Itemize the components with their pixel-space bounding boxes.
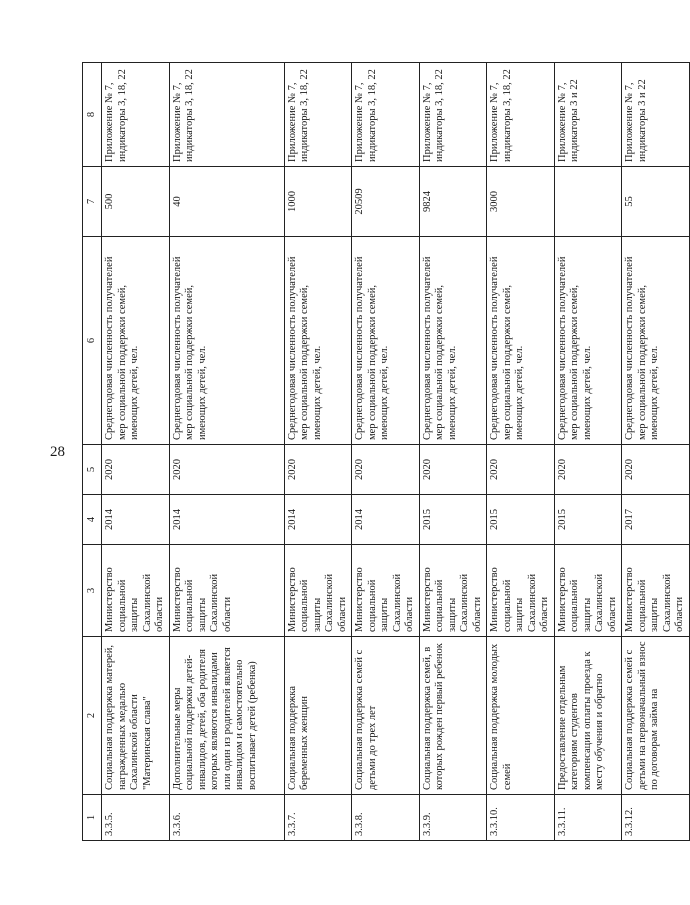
row-number: 3.3.6. [169,795,284,841]
appendix-ref: Приложение № 7, индикаторы 3, 18, 22 [487,63,555,167]
indicator: Среднегодовая численность получателей мер социальной поддержки семей, имеющих детей, чел. [419,237,487,445]
indicator: Среднегодовая численность получателей мер социальной поддержки семей, имеющих детей, чел. [284,237,352,445]
indicator-value: 3000 [487,167,555,237]
indicator-value: 1000 [284,167,352,237]
indicator: Среднегодовая численность получателей мер социальной поддержки семей, имеющих детей, чел. [169,237,284,445]
end-year: 2020 [419,445,487,495]
indicator-value [554,167,622,237]
start-year: 2014 [169,495,284,545]
indicator: Среднегодовая численность получателей мер социальной поддержки семей, имеющих детей, чел. [352,237,420,445]
appendix-ref: Приложение № 7, индикаторы 3, 18, 22 [352,63,420,167]
end-year: 2020 [554,445,622,495]
indicator: Среднегодовая численность получателей мер социальной поддержки семей, имеющих детей, чел. [622,237,690,445]
appendix-ref: Приложение № 7, индикаторы 3, 18, 22 [284,63,352,167]
indicator-value: 20509 [352,167,420,237]
table-row [554,63,622,841]
header-cell: 6 [83,237,102,445]
responsible-ministry: Министерство социальной защиты Сахалинской области [352,545,420,637]
table-row [622,63,690,841]
end-year: 2020 [622,445,690,495]
measures-table [82,62,690,841]
appendix-ref: Приложение № 7, индикаторы 3, 18, 22 [419,63,487,167]
responsible-ministry: Министерство социальной защиты Сахалинской области [487,545,555,637]
header-cell: 3 [83,545,102,637]
row-number: 3.3.7. [284,795,352,841]
responsible-ministry: Министерство социальной защиты Сахалинской области [102,545,170,637]
rotated-table-container [82,63,685,841]
row-number: 3.3.5. [102,795,170,841]
header-cell: 4 [83,495,102,545]
end-year: 2020 [352,445,420,495]
indicator: Среднегодовая численность получателей мер социальной поддержки семей, имеющих детей, чел. [102,237,170,445]
measure-name: Предоставление отдельным категориям студентов компенсации оплаты проезда к месту обучения и обратно [554,637,622,795]
row-number: 3.3.10. [487,795,555,841]
responsible-ministry: Министерство социальной защиты Сахалинской области [419,545,487,637]
start-year: 2014 [352,495,420,545]
indicator: Среднегодовая численность получателей мер социальной поддержки семей, имеющих детей, чел. [554,237,622,445]
header-cell: 1 [83,795,102,841]
start-year: 2014 [102,495,170,545]
appendix-ref: Приложение № 7, индикаторы 3, 18, 22 [169,63,284,167]
indicator-value: 40 [169,167,284,237]
measure-name: Социальная поддержка семей, в которых рожден первый ребенок [419,637,487,795]
appendix-ref: Приложение № 7, индикаторы 3, 18, 22 [102,63,170,167]
start-year: 2014 [284,495,352,545]
measure-name: Социальная поддержка беременных женщин [284,637,352,795]
indicator-value: 55 [622,167,690,237]
row-number: 3.3.8. [352,795,420,841]
responsible-ministry: Министерство социальной защиты Сахалинской области [284,545,352,637]
start-year: 2015 [487,495,555,545]
appendix-ref: Приложение № 7, индикаторы 3 и 22 [622,63,690,167]
end-year: 2020 [169,445,284,495]
responsible-ministry: Министерство социальной защиты Сахалинской области [622,545,690,637]
start-year: 2017 [622,495,690,545]
measure-name: Социальная поддержка семей с детьми на первоначальный взнос по договорам займа на [622,637,690,795]
start-year: 2015 [419,495,487,545]
table-row [352,63,420,841]
indicator: Среднегодовая численность получателей мер социальной поддержки семей, имеющих детей, чел. [487,237,555,445]
responsible-ministry: Министерство социальной защиты Сахалинской области [169,545,284,637]
header-cell: 8 [83,63,102,167]
table-row [102,63,170,841]
start-year: 2015 [554,495,622,545]
indicator-value: 500 [102,167,170,237]
measure-name: Социальная поддержка матерей, награжденных медалью Сахалинской области "Материнская слава" [102,637,170,795]
header-cell: 5 [83,445,102,495]
measure-name: Социальная поддержка молодых семей [487,637,555,795]
row-number: 3.3.11. [554,795,622,841]
row-number: 3.3.9. [419,795,487,841]
end-year: 2020 [284,445,352,495]
table-row [169,63,284,841]
table-row [284,63,352,841]
indicator-value: 9824 [419,167,487,237]
measure-name: Дополнительные меры социальной поддержки детей-инвалидов, детей, оба родителя которых являются инвалидами или один из родителей является инвалидом и самостоятельно воспитывает детей (ребенка) [169,637,284,795]
table-row [487,63,555,841]
responsible-ministry: Министерство социальной защиты Сахалинской области [554,545,622,637]
appendix-ref: Приложение № 7, индикаторы 3 и 22 [554,63,622,167]
header-cell: 7 [83,167,102,237]
measure-name: Социальная поддержка семей с детьми до трех лет [352,637,420,795]
row-number: 3.3.12. [622,795,690,841]
end-year: 2020 [102,445,170,495]
page-number: 28 [50,444,65,460]
header-cell: 2 [83,637,102,795]
table-row [419,63,487,841]
header-row [83,63,102,841]
end-year: 2020 [487,445,555,495]
